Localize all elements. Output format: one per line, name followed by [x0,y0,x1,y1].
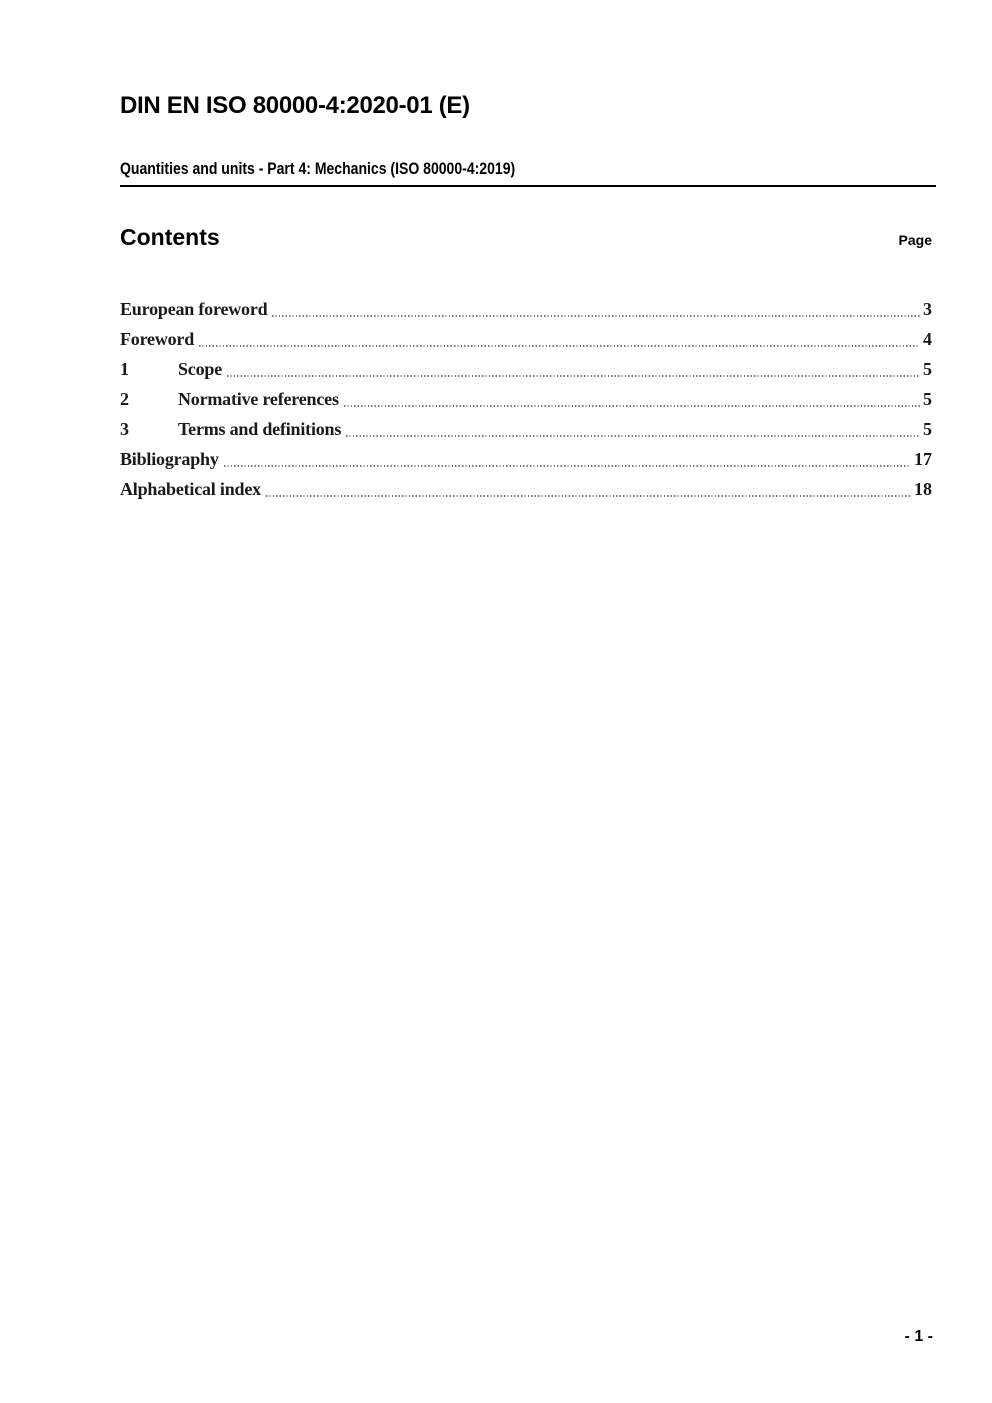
dot-leader [199,345,920,347]
toc-entry-label: Foreword [120,329,195,349]
dot-leader [272,315,920,317]
contents-heading: Contents [120,224,220,250]
toc-entry-number: 1 [120,359,129,379]
dot-leader [346,435,920,437]
toc-entry-number: 2 [120,389,129,409]
dot-leader [227,375,920,377]
toc-list [120,294,932,504]
dot-leader [266,495,911,497]
toc-entry-label: Terms and definitions [178,419,342,439]
toc-entry [120,444,932,474]
toc-entry [120,324,932,354]
toc-entry [120,354,932,384]
page-column-label: Page [898,232,932,248]
toc-entry-label: Alphabetical index [120,479,261,499]
toc-entry-page: 5 [923,419,932,439]
contents-header [120,224,932,251]
subtitle-rule [120,160,936,187]
toc-entry-label: European foreword [120,299,268,319]
toc-entry-page: 3 [923,299,932,319]
page-number-indicator: - 1 - [904,1328,933,1345]
dot-leader [224,465,911,467]
toc-entry-page: 4 [923,329,932,349]
document-subtitle: Quantities and units - Part 4: Mechanics (ISO 80000-4:2019) [120,160,516,178]
toc-entry-page: 5 [923,359,932,379]
toc-entry-label: Bibliography [120,449,219,469]
toc-entry-page: 18 [914,479,932,499]
toc-entry-label: Normative references [178,389,339,409]
toc-entry-page: 17 [914,449,932,469]
toc-entry-label: Scope [178,359,223,379]
toc-entry-page: 5 [923,389,932,409]
toc-entry-number: 3 [120,419,129,439]
dot-leader [344,405,920,407]
toc-entry [120,294,932,324]
document-title: DIN EN ISO 80000-4:2020-01 (E) [120,92,470,119]
toc-entry [120,414,932,444]
toc-entry [120,384,932,414]
toc-entry [120,474,932,504]
